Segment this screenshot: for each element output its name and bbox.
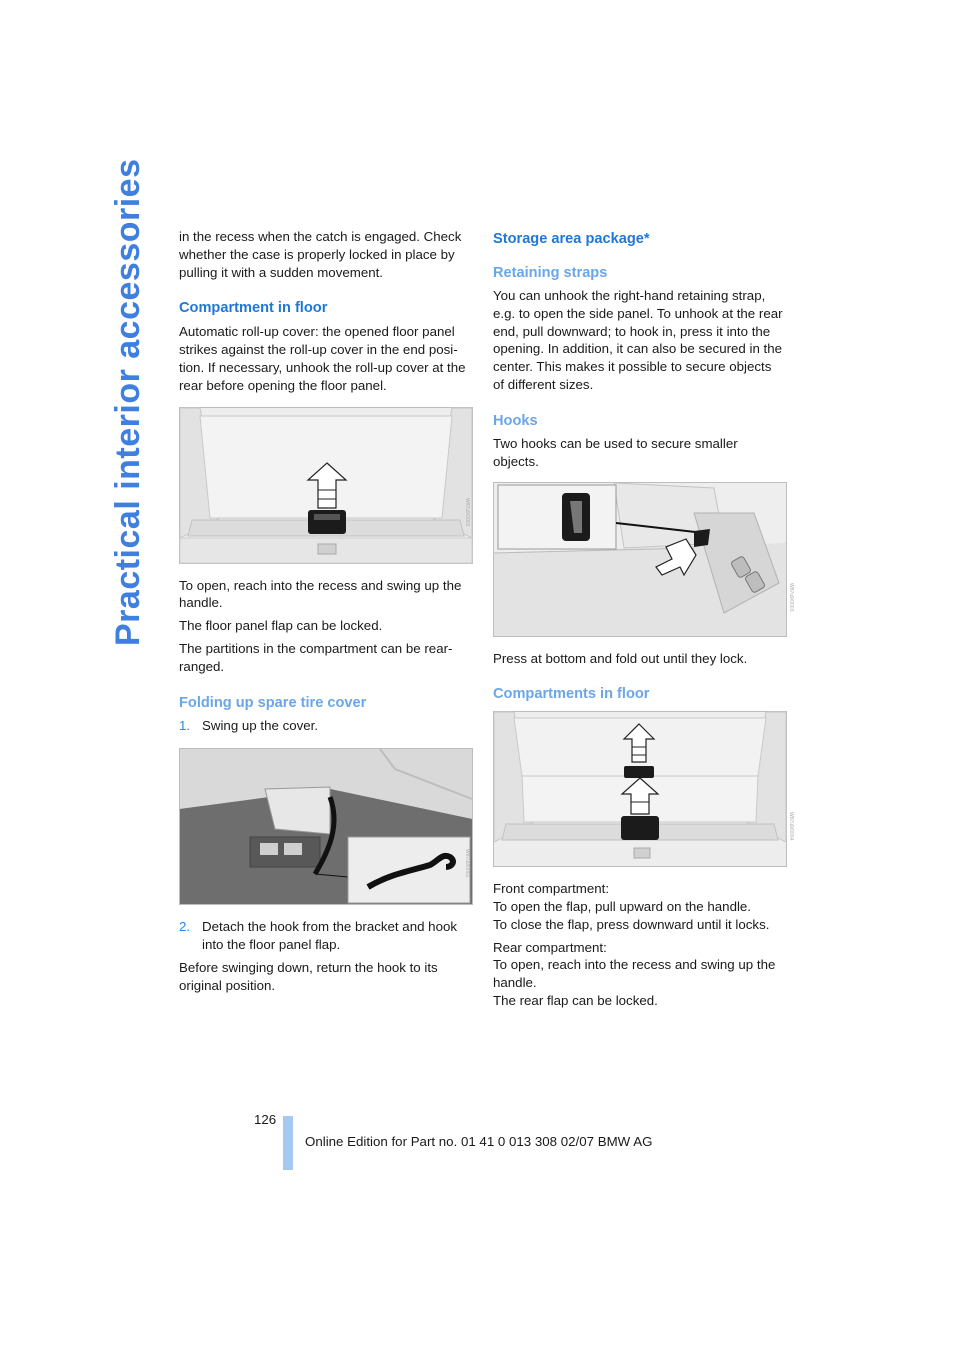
figure-code: W87u9/0004 [788,812,794,841]
step-text: Detach the hook from the bracket and hook into the floor panel flap. [202,919,458,953]
compartments-figure [493,711,794,867]
step-1 [179,717,471,735]
compartments-in-floor-heading: Compartments in floor [493,686,650,703]
step-2 [179,918,471,954]
intro-paragraph: in the recess when the catch is engaged. Check whether the case is properly locked in place by pulling it with a sudden movement. [179,229,462,280]
compartment-text: Automatic roll-up cover: the opened floor panel strikes against the roll-up cover in the end posi-tion. If necessary, unhook the roll-up cover at the rear before opening the floor panel. [179,324,466,393]
rear-open-text: To open, reach into the recess and swing up the handle. [493,957,776,991]
rear-locked-text: The rear flap can be locked. [493,992,658,1008]
compartment-heading: Compartment in floor [179,300,328,317]
step-number: 1. [179,717,191,733]
open-handle-text: To open, reach into the recess and swing up the handle. [179,577,462,611]
hooks-heading: Hooks [493,412,538,429]
floor-panel-figure [179,407,473,564]
hooks-after-text: Press at bottom and fold out until they lock. [493,651,748,667]
footer-bar [283,1116,293,1170]
figure-code: W87u9/0002 [464,849,470,878]
partitions-text: The partitions in the compartment can be rear-ranged. [179,640,453,674]
rear-compartment-label: Rear compartment: [493,939,607,955]
left-column [179,228,471,1000]
figure-code: W87u9/0001 [464,497,470,526]
right-column [493,228,794,1015]
side-title: Practical interior accessories [109,158,147,646]
spare-tire-heading: Folding up spare tire cover [179,694,367,711]
page-number: 126 [254,1112,277,1127]
hooks-text: Two hooks can be used to secure smaller objects. [493,435,738,469]
locked-text: The floor panel flap can be locked. [179,618,383,634]
retaining-straps-text: You can unhook the right-hand retaining strap, e.g. to open the side panel. To unhook at the rear end, pull downward; to hook in, press it into the opening. In addition, it can also be secured in the center. This makes it possible to secure objects of different sizes. [493,288,783,392]
front-close-text: To close the flap, press downward until it locks. [493,916,770,932]
front-compartment-label: Front compartment: [493,881,610,897]
retaining-straps-heading: Retaining straps [493,265,608,281]
footer-edition: Online Edition for Part no. 01 41 0 013 308 02/07 BMW AG [305,1134,653,1149]
storage-package-heading: Storage area package* [493,231,650,247]
spare-tire-figure [179,748,473,905]
figure-code: W87u9/0003 [788,583,794,612]
step-number: 2. [179,919,191,935]
closing-text: Before swinging down, return the hook to its original position. [179,959,438,993]
step-text: Swing up the cover. [202,717,319,733]
hooks-figure [493,482,794,637]
front-open-text: To open the flap, pull upward on the handle. [493,898,752,914]
